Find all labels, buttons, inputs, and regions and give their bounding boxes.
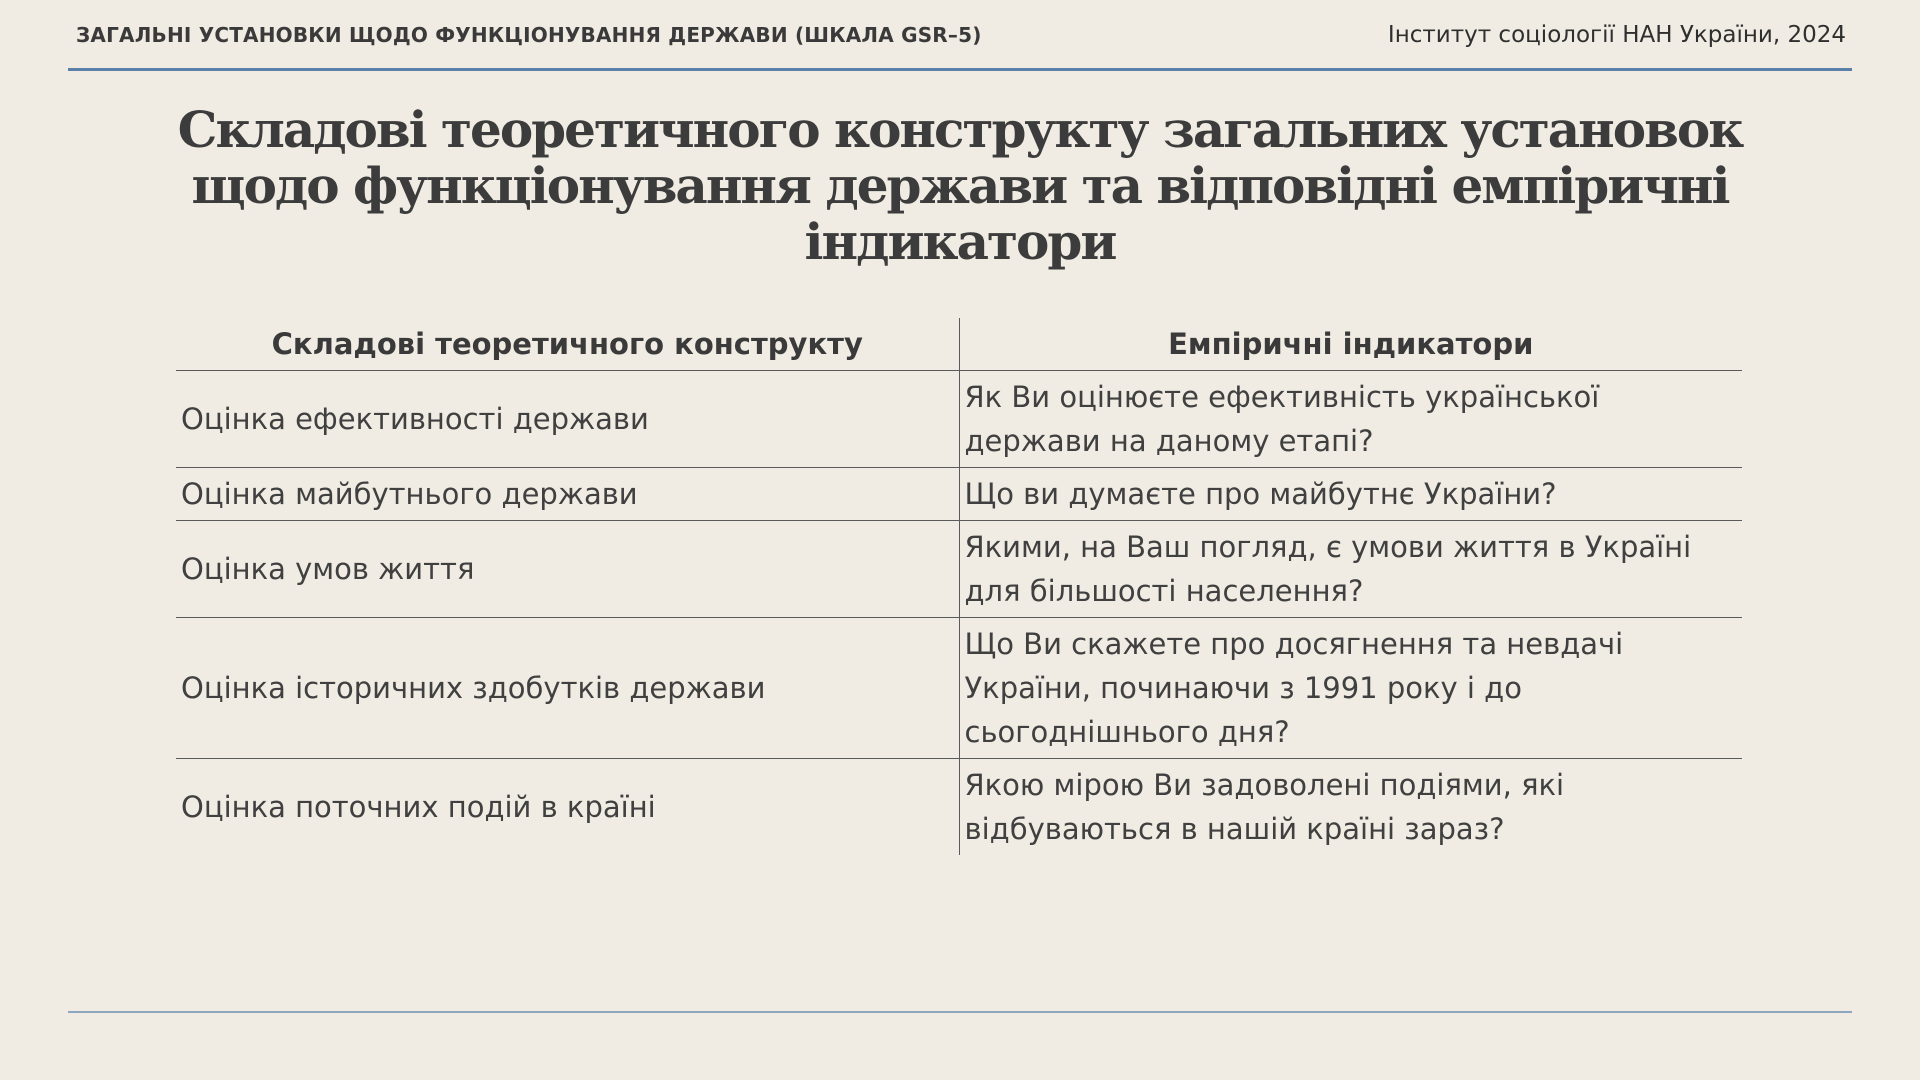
indicators-table-container xyxy=(176,318,1742,855)
component-cell: Оцінка майбутнього держави xyxy=(176,468,959,521)
indicators-table xyxy=(176,318,1742,855)
indicator-cell: Що Ви скажете про досягнення та невдачі України, починаючи з 1991 року і до сьогоднішнього дня? xyxy=(959,618,1742,759)
footer-divider xyxy=(68,1011,1852,1013)
table-row xyxy=(176,618,1742,759)
indicator-cell: Якими, на Ваш погляд, є умови життя в Україні для більшості населення? xyxy=(959,521,1742,618)
table-row xyxy=(176,521,1742,618)
column-header-indicator: Емпіричні індикатори xyxy=(959,318,1742,371)
table-header-row xyxy=(176,318,1742,371)
indicator-cell: Якою мірою Ви задоволені подіями, які відбуваються в нашій країні зараз? xyxy=(959,759,1742,856)
indicator-cell: Що ви думаєте про майбутнє України? xyxy=(959,468,1742,521)
table-row xyxy=(176,468,1742,521)
column-header-component: Складові теоретичного конструкту xyxy=(176,318,959,371)
section-label: ЗАГАЛЬНІ УСТАНОВКИ ЩОДО ФУНКЦІОНУВАННЯ ДЕРЖАВИ (ШКАЛА GSR–5) xyxy=(76,23,982,47)
component-cell: Оцінка поточних подій в країні xyxy=(181,790,656,824)
header-divider xyxy=(68,68,1852,71)
component-cell: Оцінка ефективності держави xyxy=(176,371,959,468)
institution-label: Інститут соціології НАН України, 2024 xyxy=(1387,22,1846,48)
component-cell: Оцінка умов життя xyxy=(176,521,959,618)
table-row xyxy=(176,371,1742,468)
table-row xyxy=(176,759,1742,856)
component-cell: Оцінка історичних здобутків держави xyxy=(176,618,959,759)
indicator-cell: Як Ви оцінюєте ефективність української держави на даному етапі? xyxy=(959,371,1742,468)
slide-title: Складові теоретичного конструкту загальних установок щодо функціонування держави та відповідні емпіричні індикатори xyxy=(177,100,1743,271)
